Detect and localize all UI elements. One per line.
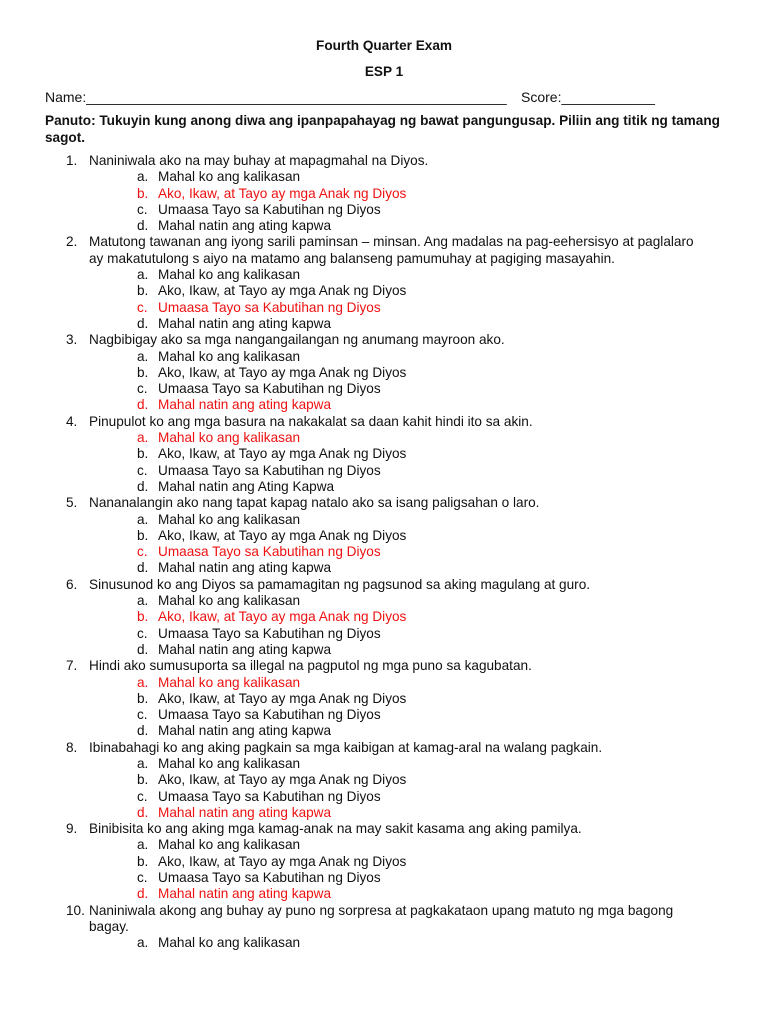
option-letter: a.: [137, 169, 149, 185]
name-label: Name:: [45, 89, 87, 105]
answer-option: [0, 789, 768, 805]
answer-option: [0, 283, 768, 299]
option-letter: c.: [137, 788, 148, 804]
option-letter: b.: [137, 690, 149, 706]
option-text: Umaasa Tayo sa Kabutihan ng Diyos: [158, 299, 381, 315]
score-blank-line: ____________: [561, 89, 655, 105]
option-text: Mahal ko ang kalikasan: [158, 593, 301, 609]
answer-option: [0, 528, 768, 544]
option-letter: d.: [137, 641, 149, 657]
option-text: Umaasa Tayo sa Kabutihan ng Diyos: [158, 201, 381, 217]
answer-option: [0, 512, 768, 528]
option-text: Umaasa Tayo sa Kabutihan ng Diyos: [158, 544, 381, 560]
question-item: [0, 658, 768, 674]
answer-option: [0, 626, 768, 642]
question-number: 7.: [66, 658, 78, 674]
name-field-row: [45, 89, 507, 105]
question-item: [0, 332, 768, 348]
option-letter: d.: [137, 560, 149, 576]
answer-option-marked: [0, 397, 768, 413]
option-letter: c.: [137, 299, 148, 315]
question-item: [0, 414, 768, 430]
option-letter: c.: [137, 201, 148, 217]
option-letter: a.: [137, 935, 149, 951]
option-letter: a.: [137, 674, 149, 690]
answer-option: [0, 446, 768, 462]
answer-option-marked: [0, 544, 768, 560]
option-text: Mahal natin ang ating kapwa: [158, 218, 332, 234]
question-item: [0, 740, 768, 756]
option-letter: b.: [137, 772, 149, 788]
answer-option: [0, 723, 768, 739]
answer-option: [0, 642, 768, 658]
question-item: [0, 821, 768, 837]
option-text: Ako, Ikaw, at Tayo ay mga Anak ng Diyos: [158, 185, 407, 201]
option-text: Umaasa Tayo sa Kabutihan ng Diyos: [158, 707, 381, 723]
option-text: Ako, Ikaw, at Tayo ay mga Anak ng Diyos: [158, 853, 407, 869]
name-blank-line: ______________________________________________________: [86, 89, 507, 105]
answer-option: [0, 479, 768, 495]
option-letter: c.: [137, 707, 148, 723]
answer-option-marked: [0, 186, 768, 202]
option-letter: b.: [137, 446, 149, 462]
question-list: [0, 153, 768, 952]
option-text: Mahal ko ang kalikasan: [158, 267, 301, 283]
exam-title: Fourth Quarter Exam: [316, 38, 452, 53]
option-text: Mahal ko ang kalikasan: [158, 169, 301, 185]
option-text: Mahal natin ang ating kapwa: [158, 397, 332, 413]
answer-option: [0, 854, 768, 870]
option-text: Ako, Ikaw, at Tayo ay mga Anak ng Diyos: [158, 446, 407, 462]
question-text: Nananalangin ako nang tapat kapag natalo ako sa isang paligsahan o laro.: [89, 495, 540, 511]
option-text: Mahal natin ang ating kapwa: [158, 804, 332, 820]
option-letter: d.: [137, 218, 149, 234]
answer-option: [0, 837, 768, 853]
option-letter: d.: [137, 886, 149, 902]
answer-option: [0, 870, 768, 886]
option-text: Mahal natin ang ating kapwa: [158, 560, 332, 576]
option-text: Mahal ko ang kalikasan: [158, 674, 301, 690]
option-letter: d.: [137, 723, 149, 739]
option-text: Mahal ko ang kalikasan: [158, 935, 301, 951]
option-letter: d.: [137, 315, 149, 331]
option-letter: d.: [137, 804, 149, 820]
option-letter: a.: [137, 348, 149, 364]
option-text: Mahal natin ang ating kapwa: [158, 886, 332, 902]
answer-option: [0, 707, 768, 723]
answer-option: [0, 349, 768, 365]
answer-option-marked: [0, 675, 768, 691]
option-letter: a.: [137, 755, 149, 771]
option-letter: c.: [137, 381, 148, 397]
question-text: Nagbibigay ako sa mga nangangailangan ng anumang mayroon ako.: [89, 332, 505, 348]
answer-option: [0, 772, 768, 788]
answer-option-marked: [0, 430, 768, 446]
answer-option: [0, 935, 768, 951]
option-letter: b.: [137, 609, 149, 625]
answer-option: [0, 267, 768, 283]
option-letter: b.: [137, 853, 149, 869]
option-text: Mahal natin ang ating kapwa: [158, 315, 332, 331]
question-number: 3.: [66, 332, 78, 348]
question-item: [0, 234, 768, 267]
answer-option: [0, 218, 768, 234]
option-letter: a.: [137, 511, 149, 527]
option-text: Mahal ko ang kalikasan: [158, 837, 301, 853]
option-letter: c.: [137, 870, 148, 886]
question-text: Pinupulot ko ang mga basura na nakakalat sa daan kahit hindi ito sa akin.: [89, 413, 533, 429]
option-letter: a.: [137, 593, 149, 609]
question-text: Binibisita ko ang aking mga kamag-anak na may sakit kasama ang aking pamilya.: [89, 821, 582, 837]
question-number: 9.: [66, 821, 78, 837]
option-text: Mahal ko ang kalikasan: [158, 430, 301, 446]
question-number: 2.: [66, 234, 78, 250]
option-text: Ako, Ikaw, at Tayo ay mga Anak ng Diyos: [158, 772, 407, 788]
option-letter: b.: [137, 527, 149, 543]
answer-option: [0, 316, 768, 332]
question-number: 8.: [66, 739, 78, 755]
option-text: Ako, Ikaw, at Tayo ay mga Anak ng Diyos: [158, 527, 407, 543]
option-text: Ako, Ikaw, at Tayo ay mga Anak ng Diyos: [158, 283, 407, 299]
question-text: Matutong tawanan ang iyong sarili paminsan – minsan. Ang madalas na pag-eehersisyo at paglalaro ay makatutulong s aiyo na matamo ang balanseng pamumuhay at pagiging masayahin.: [89, 234, 694, 266]
question-item: [0, 903, 768, 936]
option-text: Umaasa Tayo sa Kabutihan ng Diyos: [158, 788, 381, 804]
question-number: 10.: [66, 902, 85, 918]
answer-option: [0, 381, 768, 397]
option-letter: c.: [137, 544, 148, 560]
question-number: 6.: [66, 576, 78, 592]
option-letter: c.: [137, 462, 148, 478]
answer-option: [0, 365, 768, 381]
question-text: Ibinabahagi ko ang aking pagkain sa mga kaibigan at kamag-aral na walang pagkain.: [89, 739, 603, 755]
answer-option: [0, 756, 768, 772]
option-text: Mahal ko ang kalikasan: [158, 348, 301, 364]
option-text: Mahal ko ang kalikasan: [158, 511, 301, 527]
option-text: Umaasa Tayo sa Kabutihan ng Diyos: [158, 870, 381, 886]
answer-option-marked: [0, 300, 768, 316]
option-text: Mahal natin ang ating kapwa: [158, 723, 332, 739]
score-field-row: [521, 89, 655, 105]
option-text: Umaasa Tayo sa Kabutihan ng Diyos: [158, 381, 381, 397]
option-letter: b.: [137, 185, 149, 201]
option-letter: d.: [137, 478, 149, 494]
question-number: 1.: [66, 153, 78, 168]
option-text: Ako, Ikaw, at Tayo ay mga Anak ng Diyos: [158, 364, 407, 380]
option-text: Umaasa Tayo sa Kabutihan ng Diyos: [158, 462, 381, 478]
question-text: Sinusunod ko ang Diyos sa pamamagitan ng pagsunod sa aking magulang at guro.: [89, 576, 591, 592]
option-text: Umaasa Tayo sa Kabutihan ng Diyos: [158, 625, 381, 641]
answer-option: [0, 593, 768, 609]
option-text: Mahal natin ang ating kapwa: [158, 641, 332, 657]
option-letter: b.: [137, 364, 149, 380]
subject-title: ESP 1: [364, 64, 404, 79]
question-item: [0, 495, 768, 511]
option-letter: a.: [137, 267, 149, 283]
option-letter: d.: [137, 397, 149, 413]
option-letter: a.: [137, 837, 149, 853]
option-text: Mahal natin ang Ating Kapwa: [158, 478, 335, 494]
option-text: Ako, Ikaw, at Tayo ay mga Anak ng Diyos: [158, 690, 407, 706]
instructions: Panuto: Tukuyin kung anong diwa ang ipanpapahayag ng bawat pangungusap. Piliin ang titik ng tamang sagot.: [45, 113, 720, 145]
question-text: Naniniwala ako na may buhay at mapagmahal na Diyos.: [89, 153, 429, 168]
question-item: [0, 577, 768, 593]
score-label: Score:: [521, 89, 562, 105]
question-item: [0, 153, 768, 169]
answer-option: [0, 202, 768, 218]
question-text: Hindi ako sumusuporta sa illegal na pagputol ng mga puno sa kagubatan.: [89, 658, 532, 674]
answer-option: [0, 691, 768, 707]
answer-option: [0, 463, 768, 479]
answer-option-marked: [0, 805, 768, 821]
question-number: 4.: [66, 413, 78, 429]
option-letter: a.: [137, 430, 149, 446]
option-text: Mahal ko ang kalikasan: [158, 755, 301, 771]
option-letter: c.: [137, 625, 148, 641]
answer-option-marked: [0, 609, 768, 625]
question-number: 5.: [66, 495, 78, 511]
answer-option-marked: [0, 886, 768, 902]
option-text: Ako, Ikaw, at Tayo ay mga Anak ng Diyos: [158, 609, 407, 625]
option-letter: b.: [137, 283, 149, 299]
answer-option: [0, 169, 768, 185]
question-text: Naniniwala akong ang buhay ay puno ng sorpresa at pagkakataon upang matuto ng mga bagong bagay.: [89, 902, 674, 934]
answer-option: [0, 560, 768, 576]
